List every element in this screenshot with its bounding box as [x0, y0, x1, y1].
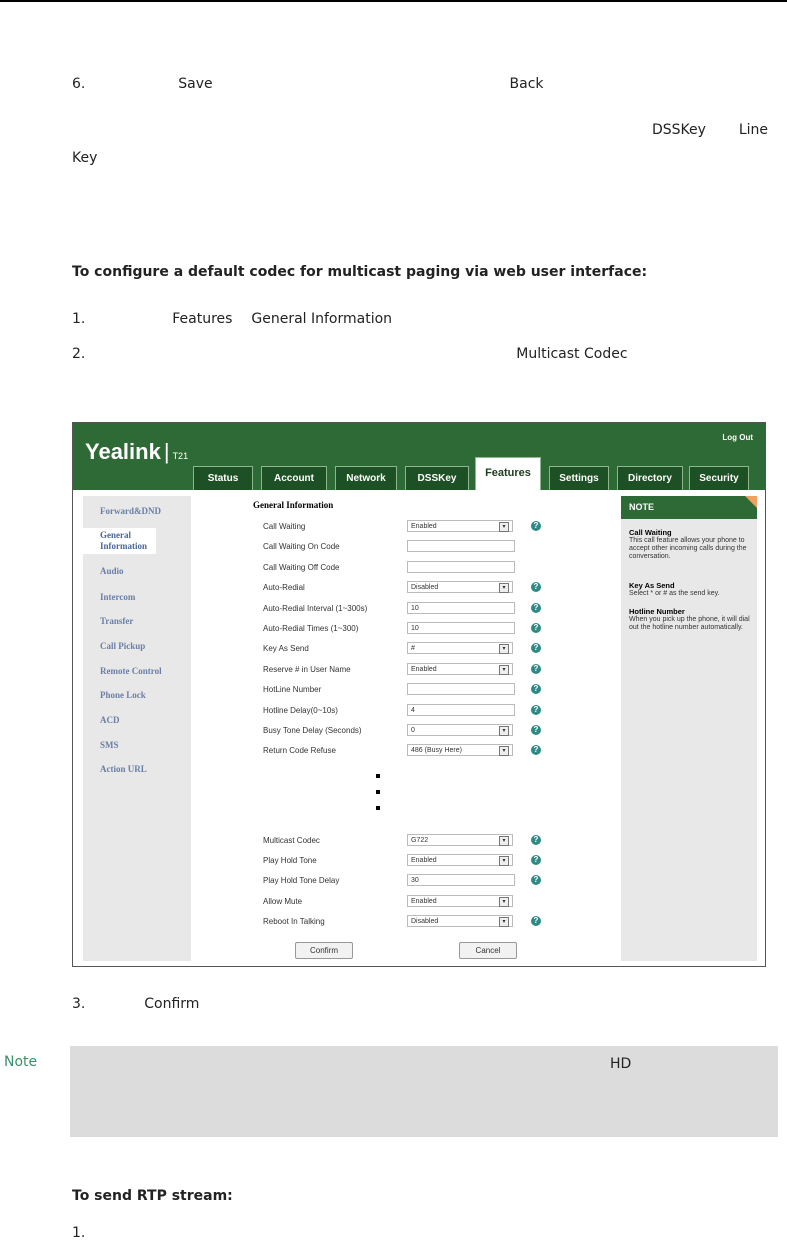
chevron-down-icon[interactable]: ▾ — [499, 583, 509, 593]
field-select[interactable] — [407, 642, 513, 654]
field-select[interactable] — [407, 724, 513, 736]
sidebar-item-phone-lock[interactable]: Phone Lock — [100, 690, 146, 700]
rtp-step-1: 1. — [72, 1225, 86, 1241]
field-label: Allow Mute — [263, 896, 303, 906]
field-input[interactable] — [407, 561, 515, 573]
field-select[interactable] — [407, 854, 513, 866]
step-number: 6. — [72, 76, 86, 92]
dsskey-line — [652, 122, 768, 138]
field-value: 0 — [411, 727, 415, 734]
help-icon[interactable]: ? — [531, 855, 541, 865]
web-ui-screenshot — [72, 422, 766, 967]
help-icon[interactable]: ? — [531, 582, 541, 592]
field-select[interactable] — [407, 581, 513, 593]
field-value: 10 — [411, 604, 419, 612]
field-label: Reboot In Talking — [263, 916, 325, 926]
sidebar-item-general-information[interactable]: General Information — [83, 528, 156, 554]
dsskey-keyword: DSSKey — [652, 122, 706, 138]
save-keyword: Save — [178, 76, 213, 92]
field-select[interactable] — [407, 744, 513, 756]
field-select[interactable] — [407, 520, 513, 532]
note-box — [70, 1046, 778, 1137]
field-label: Play Hold Tone Delay — [263, 876, 340, 886]
features-keyword: Features — [172, 311, 233, 327]
sidebar-item-remote-control[interactable]: Remote Control — [100, 666, 162, 676]
field-value: Enabled — [411, 857, 437, 865]
ellipsis-dot — [376, 790, 380, 794]
tab-network[interactable]: Network — [335, 466, 397, 490]
field-label: Auto-Redial Times (1~300) — [263, 624, 359, 633]
field-label: Play Hold Tone — [263, 856, 317, 866]
ellipsis-dot — [376, 774, 380, 778]
step-1 — [72, 311, 392, 327]
note-entry-title: Key As Send — [629, 581, 675, 590]
step-6 — [72, 76, 544, 92]
note-entry — [629, 582, 753, 598]
step-number: 2. — [72, 346, 86, 362]
line-keyword: Line — [738, 122, 769, 138]
field-value: 486 (Busy Here) — [411, 747, 462, 755]
help-icon[interactable]: ? — [531, 603, 541, 613]
tab-status[interactable]: Status — [193, 466, 253, 490]
field-label: Hotline Delay(0~10s) — [263, 705, 338, 715]
tab-dsskey[interactable]: DSSKey — [405, 466, 469, 490]
tab-account[interactable]: Account — [261, 466, 327, 490]
field-input[interactable] — [407, 683, 515, 695]
field-value: Disabled — [411, 584, 439, 592]
field-value: G722 — [411, 837, 429, 844]
field-value: 10 — [411, 625, 419, 632]
confirm-button[interactable]: Confirm — [295, 942, 353, 959]
chevron-down-icon[interactable]: ▾ — [499, 522, 509, 532]
field-input[interactable] — [407, 704, 515, 716]
step-number: 1. — [72, 311, 86, 327]
field-value: # — [411, 645, 415, 653]
step-3 — [72, 996, 199, 1012]
field-label: Busy Tone Delay (Seconds) — [263, 726, 362, 735]
top-rule — [0, 0, 787, 2]
field-value: Enabled — [411, 523, 437, 530]
general-information-form — [191, 496, 621, 961]
field-input[interactable] — [407, 874, 515, 886]
sidebar — [83, 496, 191, 961]
note-corner-icon — [745, 496, 757, 508]
help-icon[interactable]: ? — [531, 705, 541, 715]
chevron-down-icon[interactable]: ▾ — [499, 726, 509, 736]
sidebar-item-acd[interactable]: ACD — [100, 715, 120, 725]
multicast-codec-keyword: Multicast Codec — [516, 346, 628, 362]
note-entry-text: Select * or # as the send key. — [629, 590, 720, 597]
tab-directory[interactable]: Directory — [617, 466, 683, 490]
chevron-down-icon[interactable]: ▾ — [499, 746, 509, 756]
chevron-down-icon[interactable]: ▾ — [499, 665, 509, 675]
yealink-logo: Yealink | T21 — [85, 439, 189, 464]
key-keyword: Key — [72, 150, 98, 166]
field-label: Call Waiting — [263, 522, 306, 531]
hd-keyword: HD — [610, 1056, 632, 1072]
help-icon[interactable]: ? — [531, 725, 541, 735]
sidebar-item-forward-dnd[interactable]: Forward&DND — [100, 506, 161, 516]
tab-security[interactable]: Security — [689, 466, 749, 490]
note-label: Note — [4, 1054, 38, 1070]
field-value: Enabled — [411, 897, 437, 905]
field-value: Disabled — [411, 917, 439, 925]
field-label: Return Code Refuse — [263, 746, 336, 756]
field-select[interactable] — [407, 895, 513, 907]
field-value: Enabled — [411, 665, 437, 673]
note-entry-text: When you pick up the phone, it will dial out the hotline number automatically. — [629, 616, 750, 631]
field-label: Auto-Redial Interval (1~300s) — [263, 603, 368, 613]
help-icon[interactable]: ? — [531, 745, 541, 755]
logout-link[interactable]: Log Out — [722, 433, 753, 442]
field-label: Multicast Codec — [263, 836, 320, 845]
field-input[interactable] — [407, 602, 515, 614]
note-title: NOTE — [621, 496, 757, 519]
help-icon[interactable]: ? — [531, 875, 541, 885]
sidebar-item-intercom[interactable]: Intercom — [100, 592, 136, 602]
field-label: Reserve # in User Name — [263, 664, 351, 674]
help-icon[interactable]: ? — [531, 916, 541, 926]
field-label: Call Waiting On Code — [263, 542, 340, 552]
confirm-keyword: Confirm — [144, 996, 200, 1012]
codec-heading: To configure a default codec for multicast paging via web user interface: — [72, 264, 648, 280]
note-panel — [621, 496, 757, 961]
help-icon[interactable]: ? — [531, 684, 541, 694]
field-value: 30 — [411, 877, 419, 885]
sidebar-item-action-url[interactable]: Action URL — [100, 764, 147, 774]
field-select[interactable] — [407, 915, 513, 927]
field-value: 4 — [411, 706, 415, 714]
field-select[interactable] — [407, 834, 513, 846]
note-entry — [629, 529, 753, 561]
chevron-down-icon[interactable]: ▾ — [499, 897, 509, 907]
chevron-down-icon[interactable]: ▾ — [499, 836, 509, 846]
field-select[interactable] — [407, 663, 513, 675]
sidebar-item-call-pickup[interactable]: Call Pickup — [100, 641, 146, 651]
field-label: Key As Send — [263, 644, 309, 654]
note-entry-text: This call feature allows your phone to accept other incoming calls during the conversation. — [629, 537, 747, 560]
header-bar — [73, 423, 765, 490]
section-title: General Information — [253, 500, 334, 510]
chevron-down-icon[interactable]: ▾ — [499, 644, 509, 654]
general-information-keyword: General Information — [251, 311, 393, 327]
help-icon[interactable]: ? — [531, 643, 541, 653]
note-entry — [629, 608, 753, 632]
help-icon[interactable]: ? — [531, 664, 541, 674]
sidebar-item-audio[interactable]: Audio — [100, 566, 124, 576]
note-entry-title: Hotline Number — [629, 607, 685, 616]
sidebar-item-transfer[interactable]: Transfer — [100, 616, 134, 626]
tab-features[interactable]: Features — [475, 457, 541, 490]
sidebar-item-sms[interactable]: SMS — [100, 740, 119, 750]
help-icon[interactable]: ? — [531, 623, 541, 633]
field-label: Call Waiting Off Code — [263, 562, 340, 572]
step-number: 3. — [72, 996, 86, 1012]
rtp-heading: To send RTP stream: — [72, 1188, 233, 1204]
note-entry-title: Call Waiting — [629, 528, 672, 537]
tab-settings[interactable]: Settings — [549, 466, 609, 490]
field-input[interactable] — [407, 622, 515, 634]
field-label: Auto-Redial — [263, 583, 305, 593]
field-input[interactable] — [407, 540, 515, 552]
back-keyword: Back — [509, 76, 544, 92]
field-label: HotLine Number — [263, 685, 322, 695]
help-icon[interactable]: ? — [531, 521, 541, 531]
chevron-down-icon[interactable]: ▾ — [499, 917, 509, 927]
cancel-button[interactable]: Cancel — [459, 942, 517, 959]
ellipsis-dot — [376, 806, 380, 810]
step-2 — [72, 346, 628, 362]
chevron-down-icon[interactable]: ▾ — [499, 856, 509, 866]
help-icon[interactable]: ? — [531, 835, 541, 845]
